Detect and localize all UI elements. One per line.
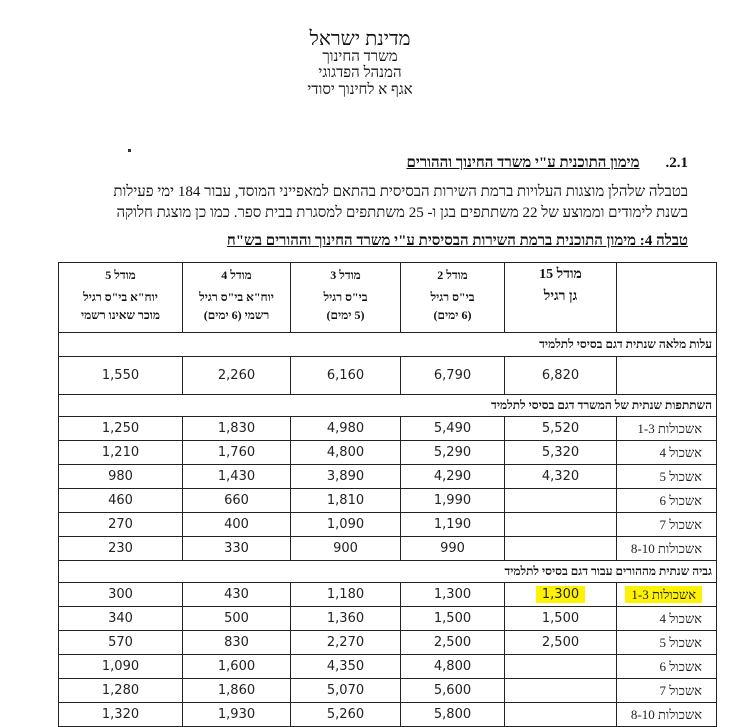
table-row — [59, 489, 717, 513]
value-cell — [291, 679, 401, 703]
row-label-text: אשכול 6 — [659, 492, 702, 508]
column-title: מודל 3 — [330, 268, 361, 282]
value-cell — [505, 679, 617, 703]
paragraph-line-1: בטבלה שלהלן מוצגות העלויות ברמת השירות הבסיסית בהתאם למאפייני המוסד, עבור 184 ימי פעילות — [113, 184, 688, 200]
value-cell — [183, 537, 291, 561]
value-text: 4,800 — [433, 659, 472, 674]
value-cell — [401, 655, 505, 679]
value-cell — [291, 537, 401, 561]
row-label — [617, 655, 717, 679]
row-label-text: אשכול 4 — [659, 444, 702, 460]
value-text: 1,550 — [101, 368, 140, 383]
row-label — [617, 513, 717, 537]
value-text: 500 — [224, 611, 249, 626]
value-cell — [505, 513, 617, 537]
value-cell — [183, 631, 291, 655]
value-text: 3,890 — [326, 469, 365, 484]
value-cell — [505, 537, 617, 561]
column-header-model-15 — [505, 263, 617, 333]
row-label-text: אשכול 7 — [659, 516, 702, 532]
value-text: 1,760 — [217, 445, 256, 460]
row-label — [617, 357, 717, 395]
table-row — [59, 583, 717, 607]
column-subtitle: בי"ס רגיל — [323, 290, 368, 304]
table-row — [59, 357, 717, 395]
value-cell — [59, 679, 183, 703]
value-text: 1,320 — [101, 707, 140, 722]
column-title: מודל 4 — [221, 268, 252, 282]
value-text: 5,490 — [433, 421, 472, 436]
value-text: 900 — [333, 541, 358, 556]
value-cell — [291, 583, 401, 607]
value-text: 4,980 — [326, 421, 365, 436]
value-cell — [59, 537, 183, 561]
section-title-cell: גביה שנתית מההורים עבור דגם בסיסי לתלמיד — [59, 561, 717, 583]
row-label — [617, 631, 717, 655]
value-text: 1,990 — [433, 493, 472, 508]
value-text: 2,270 — [326, 635, 365, 650]
column-subtitle: בי"ס רגיל — [430, 290, 475, 304]
section-title-cell: עלות מלאה שנתית דגם בסיסי לתלמיד — [59, 333, 717, 357]
value-cell — [183, 583, 291, 607]
value-cell — [291, 489, 401, 513]
value-text: 5,070 — [326, 683, 365, 698]
value-text: 1,830 — [217, 421, 256, 436]
value-cell — [291, 357, 401, 395]
paragraph-line-2: בשנת לימודים וממוצע של 22 משתתפים בגן ו- 25 משתתפים למסגרת בבית ספר. כמו כן מוצגת חלוקה — [116, 205, 688, 221]
row-label — [617, 489, 717, 513]
row-label — [617, 607, 717, 631]
value-text: 430 — [224, 587, 249, 602]
value-text: 1,300 — [536, 586, 585, 603]
column-subtitle-2: (6 ימים) — [433, 308, 472, 322]
value-text: 4,350 — [326, 659, 365, 674]
value-cell — [505, 583, 617, 607]
value-cell — [291, 441, 401, 465]
value-cell — [291, 631, 401, 655]
section-heading — [407, 155, 689, 172]
value-cell — [183, 607, 291, 631]
value-text: 1,300 — [433, 587, 472, 602]
value-cell — [183, 441, 291, 465]
table-row — [59, 513, 717, 537]
value-text: 400 — [224, 517, 249, 532]
header-state: מדינת ישראל — [309, 28, 411, 50]
value-cell — [291, 703, 401, 727]
value-cell — [183, 513, 291, 537]
value-text: 1,930 — [217, 707, 256, 722]
value-cell — [291, 465, 401, 489]
table-row — [59, 417, 717, 441]
value-cell — [183, 703, 291, 727]
section-row-full-cost — [59, 333, 717, 357]
column-subtitle: יוח"א בי"ס רגיל — [199, 290, 274, 304]
value-text: 990 — [440, 541, 465, 556]
value-text: 4,800 — [326, 445, 365, 460]
column-header-model-3 — [291, 263, 401, 333]
value-cell — [401, 357, 505, 395]
row-label-text: אשכול 5 — [659, 634, 702, 650]
value-text: 830 — [224, 635, 249, 650]
value-cell — [505, 631, 617, 655]
column-header-model-5 — [59, 263, 183, 333]
value-text: 5,800 — [433, 707, 472, 722]
value-cell — [59, 489, 183, 513]
header-division: אגף א לחינוך יסודי — [307, 82, 413, 98]
header-admin: המנהל הפדגוגי — [318, 65, 402, 81]
table-row — [59, 537, 717, 561]
value-text: 1,860 — [217, 683, 256, 698]
section-row-ministry-share — [59, 395, 717, 417]
header-ministry: משרד החינוך — [322, 49, 398, 65]
row-label-text: אשכול 6 — [659, 658, 702, 674]
column-subtitle: יוח"א בי"ס רגיל — [83, 290, 158, 304]
table-row — [59, 465, 717, 489]
value-cell — [291, 655, 401, 679]
value-text: 5,260 — [326, 707, 365, 722]
column-subtitle: גן רגיל — [543, 289, 578, 304]
row-label — [617, 441, 717, 465]
value-cell — [505, 357, 617, 395]
table-row — [59, 679, 717, 703]
value-cell — [505, 655, 617, 679]
table-row — [59, 631, 717, 655]
value-text: 1,280 — [101, 683, 140, 698]
value-cell — [401, 513, 505, 537]
column-title: מודל 2 — [437, 268, 468, 282]
value-text: 980 — [108, 469, 133, 484]
column-title: מודל 15 — [539, 267, 582, 282]
value-cell — [59, 441, 183, 465]
value-text: 4,290 — [433, 469, 472, 484]
row-label-text: אשכול 5 — [659, 468, 702, 484]
row-label-text: אשכולות 8-10 — [630, 540, 702, 556]
value-cell — [59, 513, 183, 537]
column-title: מודל 5 — [105, 268, 136, 282]
row-label-text: אשכול 7 — [659, 682, 702, 698]
value-cell — [505, 607, 617, 631]
value-cell — [401, 417, 505, 441]
value-text: 1,250 — [101, 421, 140, 436]
value-cell — [505, 465, 617, 489]
value-text: 6,790 — [433, 368, 472, 383]
value-cell — [505, 489, 617, 513]
value-text: 1,090 — [326, 517, 365, 532]
value-text: 1,500 — [433, 611, 472, 626]
value-cell — [505, 441, 617, 465]
column-subtitle-2: רשמי (6 ימים) — [203, 308, 270, 322]
header-corner-cell — [617, 263, 717, 333]
value-cell — [183, 417, 291, 441]
row-label — [617, 679, 717, 703]
value-text: 270 — [108, 517, 133, 532]
value-text: 1,090 — [101, 659, 140, 674]
value-cell — [505, 417, 617, 441]
value-cell — [291, 607, 401, 631]
value-text: 1,430 — [217, 469, 256, 484]
value-cell — [401, 607, 505, 631]
row-label-text: אשכולות 8-10 — [630, 706, 702, 722]
section-title-cell: השתתפות שנתית של המשרד דגם בסיסי לתלמיד — [59, 395, 717, 417]
value-text: 1,810 — [326, 493, 365, 508]
value-text: 660 — [224, 493, 249, 508]
value-cell — [401, 441, 505, 465]
value-text: 1,180 — [326, 587, 365, 602]
value-cell — [401, 489, 505, 513]
value-cell — [183, 465, 291, 489]
table-row — [59, 655, 717, 679]
value-cell — [183, 489, 291, 513]
column-subtitle-2: מוכר שאינו רשמי — [81, 308, 160, 322]
row-label-text: אשכולות 1-3 — [637, 420, 702, 436]
value-text: 2,500 — [541, 635, 580, 650]
value-cell — [183, 357, 291, 395]
value-text: 460 — [108, 493, 133, 508]
column-header-model-4 — [183, 263, 291, 333]
row-label-text: אשכול 4 — [659, 610, 702, 626]
value-cell — [59, 607, 183, 631]
value-cell — [401, 631, 505, 655]
value-cell — [59, 703, 183, 727]
row-label-text: אשכולות 1-3 — [625, 586, 702, 603]
value-text: 570 — [108, 635, 133, 650]
table-row — [59, 441, 717, 465]
value-text: 1,190 — [433, 517, 472, 532]
value-cell — [59, 465, 183, 489]
row-label — [617, 537, 717, 561]
table-header-row — [59, 263, 717, 333]
value-cell — [401, 583, 505, 607]
funding-table — [58, 262, 717, 727]
section-number: 2.1. — [665, 155, 688, 171]
value-text: 340 — [108, 611, 133, 626]
value-text: 1,360 — [326, 611, 365, 626]
value-cell — [401, 703, 505, 727]
value-cell — [59, 417, 183, 441]
value-text: 5,600 — [433, 683, 472, 698]
section-row-parent-share — [59, 561, 717, 583]
scan-speck — [128, 149, 131, 152]
column-subtitle-2: (5 ימים) — [326, 308, 365, 322]
value-text: 4,320 — [541, 469, 580, 484]
table-row — [59, 703, 717, 727]
value-cell — [505, 703, 617, 727]
value-text: 230 — [108, 541, 133, 556]
value-cell — [59, 655, 183, 679]
value-cell — [401, 465, 505, 489]
value-cell — [291, 417, 401, 441]
value-cell — [401, 679, 505, 703]
value-text: 6,820 — [541, 368, 580, 383]
table-caption: טבלה 4: מימון התוכנית ברמת השירות הבסיסית ע"י משרד החינוך וההורים בש"ח — [226, 233, 688, 249]
value-cell — [59, 357, 183, 395]
value-cell — [59, 631, 183, 655]
value-text: 1,600 — [217, 659, 256, 674]
value-cell — [183, 679, 291, 703]
row-label — [617, 417, 717, 441]
column-header-model-2 — [401, 263, 505, 333]
value-text: 5,290 — [433, 445, 472, 460]
value-text: 1,210 — [101, 445, 140, 460]
value-text: 2,500 — [433, 635, 472, 650]
value-cell — [291, 513, 401, 537]
value-cell — [183, 655, 291, 679]
value-text: 5,520 — [541, 421, 580, 436]
section-title: מימון התוכנית ע"י משרד החינוך וההורים — [406, 155, 640, 171]
value-cell — [401, 537, 505, 561]
value-text: 6,160 — [326, 368, 365, 383]
row-label — [617, 583, 717, 607]
value-text: 5,320 — [541, 445, 580, 460]
value-text: 300 — [108, 587, 133, 602]
value-text: 2,260 — [217, 368, 256, 383]
table-row — [59, 607, 717, 631]
value-text: 1,500 — [541, 611, 580, 626]
row-label — [617, 703, 717, 727]
value-cell — [59, 583, 183, 607]
row-label — [617, 465, 717, 489]
value-text: 330 — [224, 541, 249, 556]
